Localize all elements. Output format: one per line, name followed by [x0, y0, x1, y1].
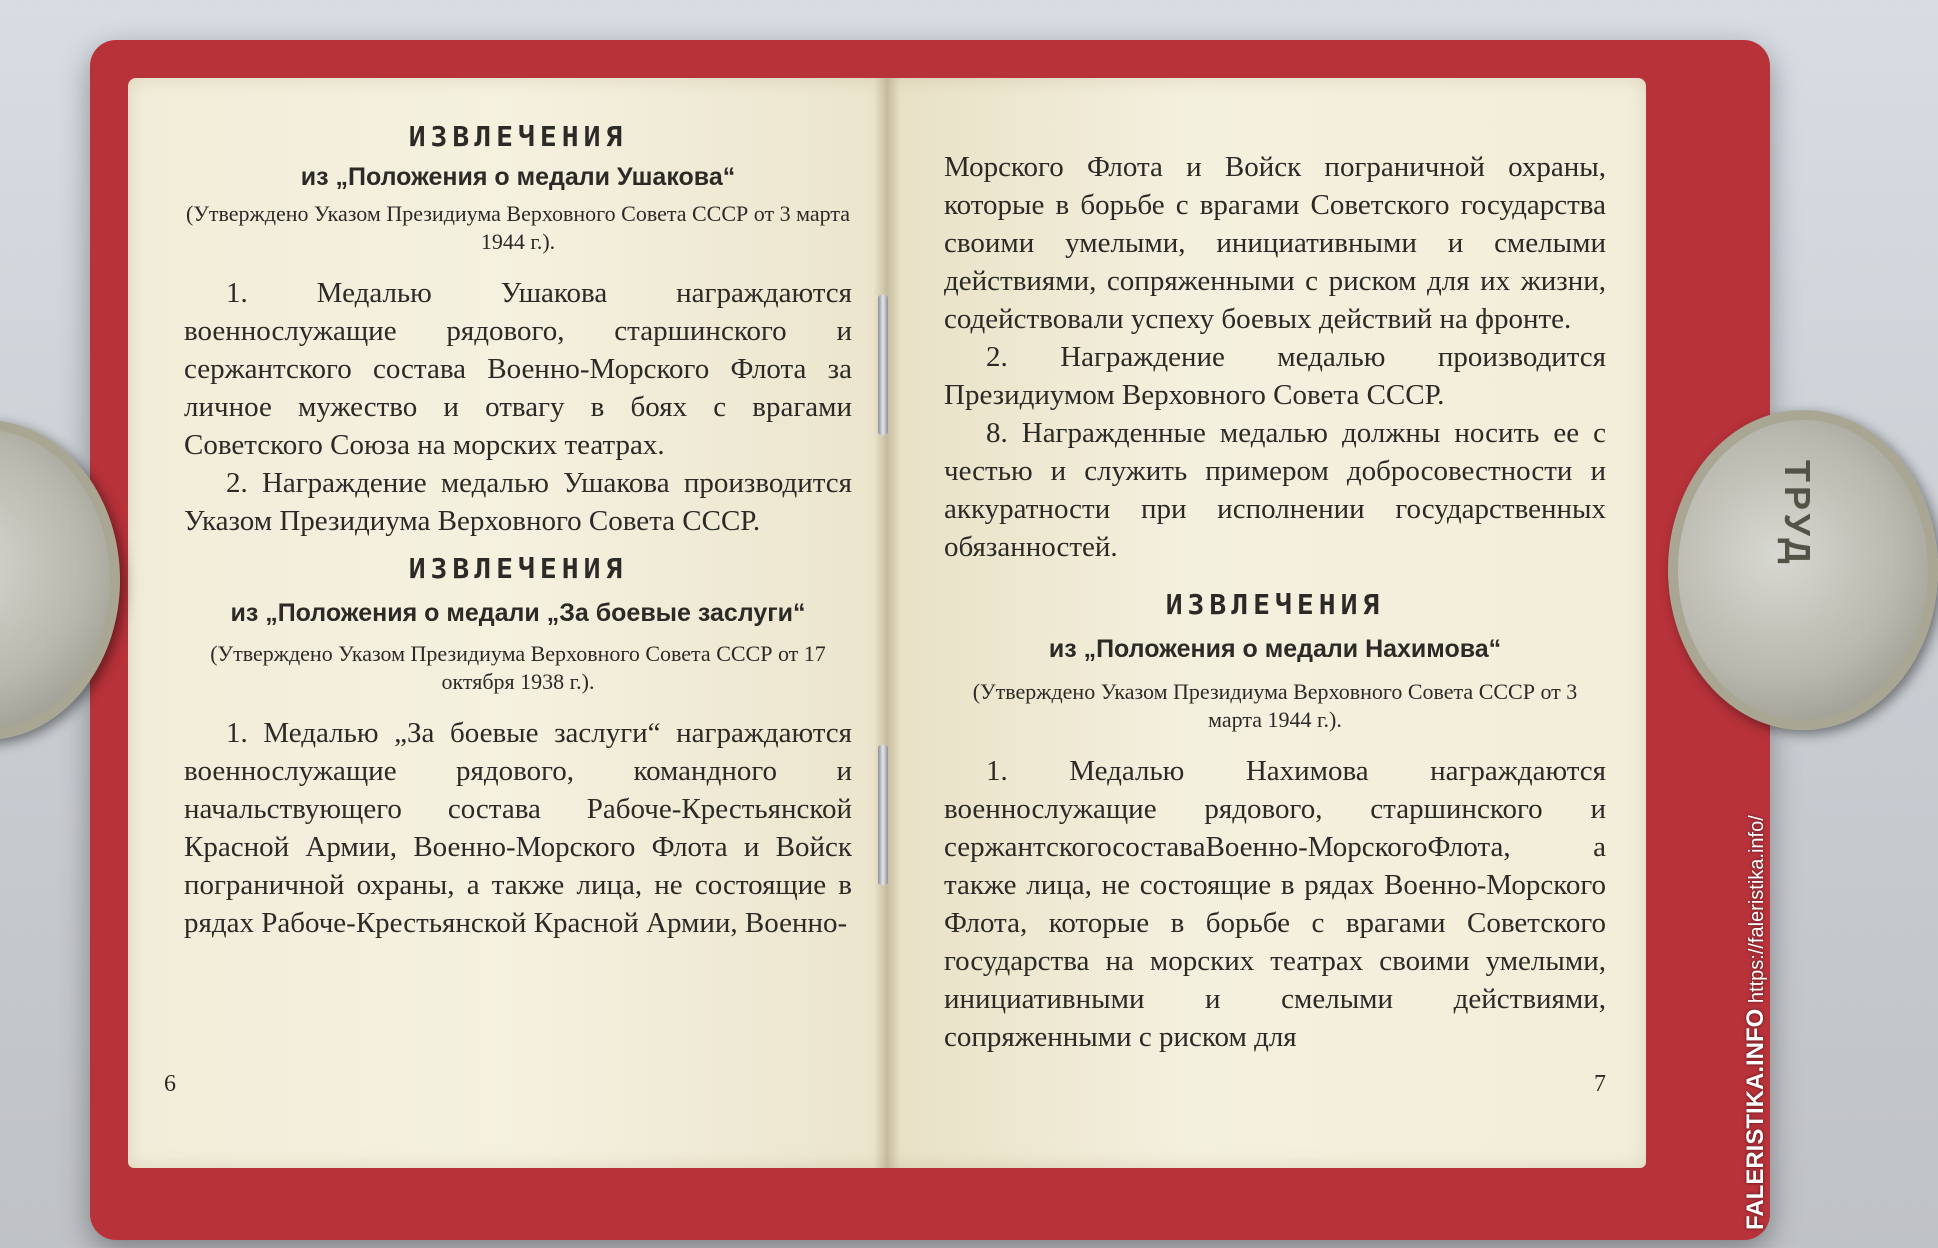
paragraph: 1. Медалью Ушакова награждаются военнослужащие рядового, старшинского и сержантского состава Военно-Морского Флота за личное мужество и отвагу в боях с врагами Советского Союза на морских театрах. — [184, 277, 852, 461]
paragraph: 1. Медалью „За боевые заслуги“ награждаются военнослужащие рядового, командного и начальствующего состава Рабоче-Крестьянской Красной Армии, Военно-Морского Флота и Войск пограничной охраны, а также лица, не состоящие в рядах Рабоче-Крестьянской Красной Армии, Военно- — [184, 717, 852, 939]
section-body — [184, 274, 852, 540]
left-page — [128, 78, 886, 1168]
staple-bottom — [878, 745, 888, 885]
decree-note: (Утверждено Указом Президиума Верховного Совета СССР от 3 марта 1944 г.). — [186, 201, 850, 254]
left-page-text — [184, 120, 852, 942]
paragraph: 2. Награждение медалью производится Президиумом Верховного Совета СССР. — [944, 341, 1606, 411]
book-gutter — [874, 78, 900, 1168]
medal-right — [1668, 410, 1938, 730]
right-page — [886, 78, 1646, 1168]
section-body — [944, 752, 1606, 1056]
right-page-text — [944, 148, 1606, 1056]
paragraph: Морского Флота и Войск пограничной охраны, которые в борьбе с врагами Советского государства своими умелыми, инициативными и смелыми действиями, сопряженными с риском для их жизни, содействовали успеху боевых действий на фронте. — [944, 151, 1606, 335]
watermark — [1742, 815, 1770, 1230]
decree-note: (Утверждено Указом Президиума Верховного Совета СССР от 17 октября 1938 г.). — [210, 641, 826, 694]
section-heading: ИЗВЛЕЧЕНИЯ — [1165, 588, 1385, 621]
section-heading: ИЗВЛЕЧЕНИЯ — [408, 552, 628, 585]
medal-inscription: ТРУД — [1777, 460, 1818, 568]
staple-top — [878, 295, 888, 435]
watermark-site: FALERISTIKA.INFO — [1742, 1008, 1769, 1230]
section-subheading: из „Положения о медали „За боевые заслуги“ — [230, 599, 806, 627]
paragraph: 2. Награждение медалью Ушакова производится Указом Президиума Верховного Совета СССР. — [184, 467, 852, 537]
section-subheading: из „Положения о медали Нахимова“ — [1048, 635, 1502, 663]
watermark-url: https://faleristika.info/ — [1746, 815, 1768, 1004]
decree-note: (Утверждено Указом Президиума Верховного Совета СССР от 3 марта 1944 г.). — [972, 679, 1578, 732]
continued-text — [944, 148, 1606, 566]
paragraph: 8. Награжденные медалью должны носить ее с честью и служить примером добросовестности и аккуратности при исполнении государственных обязанностей. — [944, 417, 1606, 563]
paragraph: 1. Медалью Нахимова награждаются военнослужащие рядового, старшинского и сержантскогосоставаВоенно-МорскогоФлота, а также лица, не состоящие в рядах Военно-Морского Флота, которые в борьбе с врагами Советского государства на морских театрах своими умелыми, инициативными и смелыми действиями, сопряженными с риском для — [944, 755, 1606, 1053]
section-body — [184, 714, 852, 942]
page-number: 7 — [1594, 1071, 1606, 1097]
page-number: 6 — [164, 1071, 176, 1097]
section-heading: ИЗВЛЕЧЕНИЯ — [408, 120, 628, 153]
section-subheading: из „Положения о медали Ушакова“ — [300, 163, 736, 191]
